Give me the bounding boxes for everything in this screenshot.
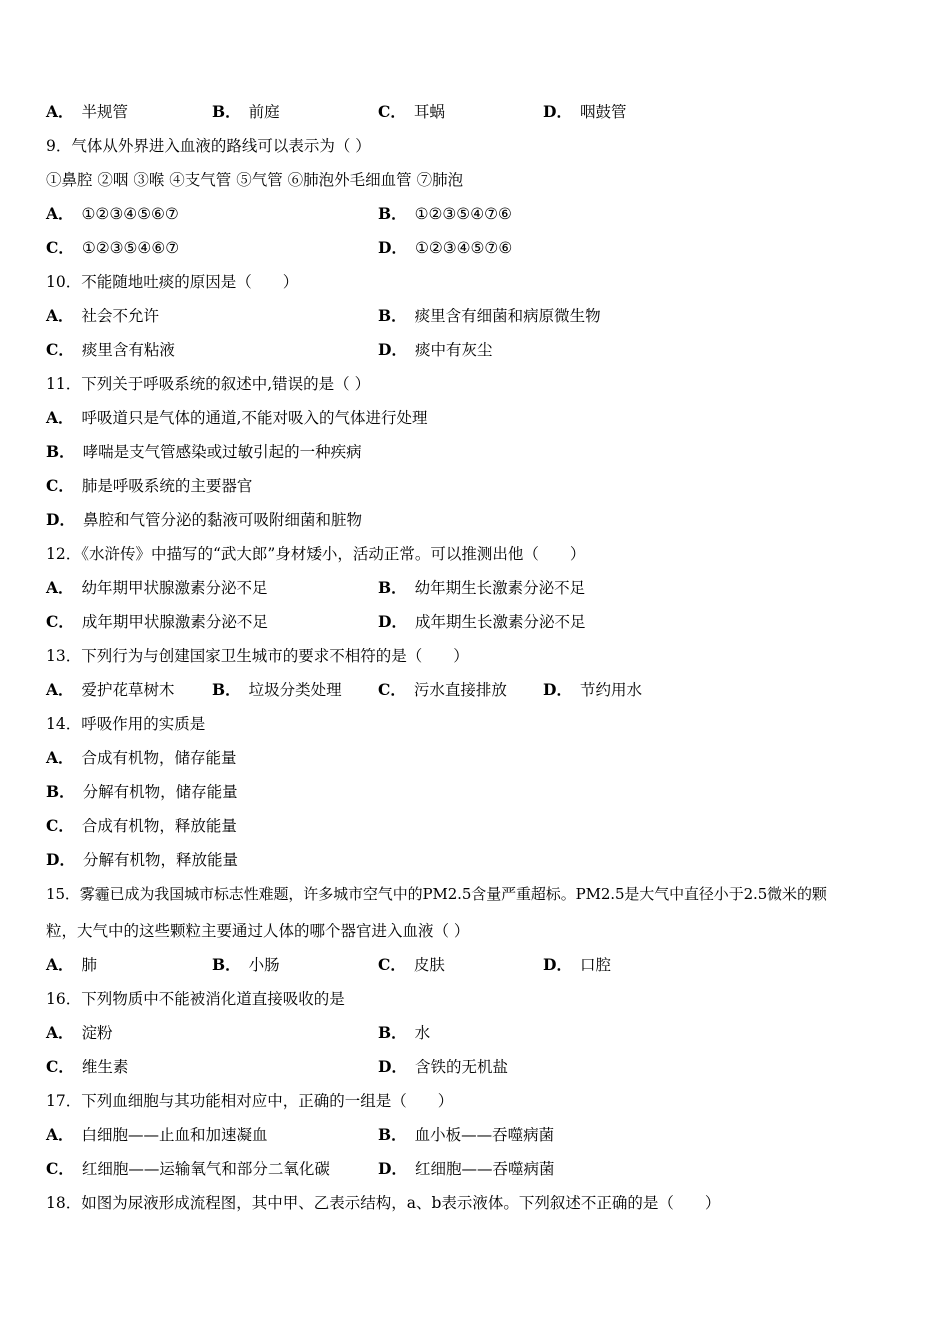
q15-option-c: C． 皮肤 xyxy=(378,955,445,974)
q13-option-b: B． 垃圾分类处理 xyxy=(212,680,342,699)
q11-option-d: D． 鼻腔和气管分泌的黏液可吸附细菌和脏物 xyxy=(46,510,362,529)
q14-stem: 14．呼吸作用的实质是 xyxy=(46,715,206,733)
q13-stem: 13．下列行为与创建国家卫生城市的要求不相符的是（ ） xyxy=(46,647,469,665)
q11-option-a: A． 呼吸道只是气体的通道,不能对吸入的气体进行处理 xyxy=(46,408,428,427)
q9-stem: 9．气体从外界进入血液的路线可以表示为（ ） xyxy=(46,137,371,155)
q18-stem: 18．如图为尿液形成流程图，其中甲、乙表示结构，a、b表示液体。下列叙述不正确的是（ ） xyxy=(46,1194,721,1212)
q12-option-b: B． 幼年期生长激素分泌不足 xyxy=(378,578,586,597)
q16-option-a: A． 淀粉 xyxy=(46,1023,113,1042)
q16-option-c: C． 维生素 xyxy=(46,1057,129,1076)
q17-option-d: D． 红细胞——吞噬病菌 xyxy=(378,1159,555,1178)
q15-option-b: B． 小肠 xyxy=(212,955,280,974)
q17-stem: 17．下列血细胞与其功能相对应中，正确的一组是（ ） xyxy=(46,1092,454,1110)
q12-option-d: D． 成年期生长激素分泌不足 xyxy=(378,612,586,631)
q17-option-c: C． 红细胞——运输氧气和部分二氧化碳 xyxy=(46,1159,330,1178)
q16-option-b: B． 水 xyxy=(378,1023,431,1042)
q8-option-c: C． 耳蜗 xyxy=(378,102,445,121)
q12-stem: 12．《水浒传》中描写的“武大郎”身材矮小，活动正常。可以推测出他（ ） xyxy=(46,545,586,563)
q10-option-b: B． 痰里含有细菌和病原微生物 xyxy=(378,306,601,325)
q14-option-d: D． 分解有机物，释放能量 xyxy=(46,850,238,869)
q14-option-a: A． 合成有机物，储存能量 xyxy=(46,748,237,767)
q12-option-a: A． 幼年期甲状腺激素分泌不足 xyxy=(46,578,268,597)
q8-option-a: A． 半规管 xyxy=(46,102,129,121)
q9-option-d: D． ①②③④⑤⑦⑥ xyxy=(378,238,513,257)
q10-option-d: D． 痰中有灰尘 xyxy=(378,340,493,359)
q15-option-a: A． 肺 xyxy=(46,955,98,974)
q10-stem: 10．不能随地吐痰的原因是（ ） xyxy=(46,273,299,291)
q17-option-a: A． 白细胞——止血和加速凝血 xyxy=(46,1125,268,1144)
q13-option-c: C． 污水直接排放 xyxy=(378,680,507,699)
q11-stem: 11．下列关于呼吸系统的叙述中,错误的是（ ） xyxy=(46,375,371,393)
q8-option-b: B． 前庭 xyxy=(212,102,280,121)
q9-note: ①鼻腔 ②咽 ③喉 ④支气管 ⑤气管 ⑥肺泡外毛细血管 ⑦肺泡 xyxy=(46,171,464,189)
q13-option-d: D． 节约用水 xyxy=(543,680,642,699)
q16-option-d: D． 含铁的无机盐 xyxy=(378,1057,508,1076)
q16-stem: 16．下列物质中不能被消化道直接吸收的是 xyxy=(46,990,345,1008)
q12-option-c: C． 成年期甲状腺激素分泌不足 xyxy=(46,612,268,631)
q10-option-a: A． 社会不允许 xyxy=(46,306,160,325)
q8-option-d: D． 咽鼓管 xyxy=(543,102,627,121)
q11-option-b: B． 哮喘是支气管感染或过敏引起的一种疾病 xyxy=(46,442,362,461)
q15-stem-line1: 15．雾霾已成为我国城市标志性难题，许多城市空气中的PM2.5含量严重超标。PM2.5是大气中直径小于2.5微米的颗 xyxy=(46,885,827,903)
q9-option-a: A． ①②③④⑤⑥⑦ xyxy=(46,204,179,223)
q14-option-b: B． 分解有机物，储存能量 xyxy=(46,782,238,801)
q11-option-c: C． 肺是呼吸系统的主要器官 xyxy=(46,476,253,495)
q14-option-c: C． 合成有机物，释放能量 xyxy=(46,816,237,835)
q13-option-a: A． 爱护花草树木 xyxy=(46,680,175,699)
q10-option-c: C． 痰里含有粘液 xyxy=(46,340,175,359)
q15-option-d: D． 口腔 xyxy=(543,955,611,974)
q17-option-b: B． 血小板——吞噬病菌 xyxy=(378,1125,555,1144)
q9-option-b: B． ①②③⑤④⑦⑥ xyxy=(378,204,512,223)
q9-option-c: C． ①②③⑤④⑥⑦ xyxy=(46,238,180,257)
q15-stem-line2: 粒，大气中的这些颗粒主要通过人体的哪个器官进入血液（ ） xyxy=(46,922,470,940)
